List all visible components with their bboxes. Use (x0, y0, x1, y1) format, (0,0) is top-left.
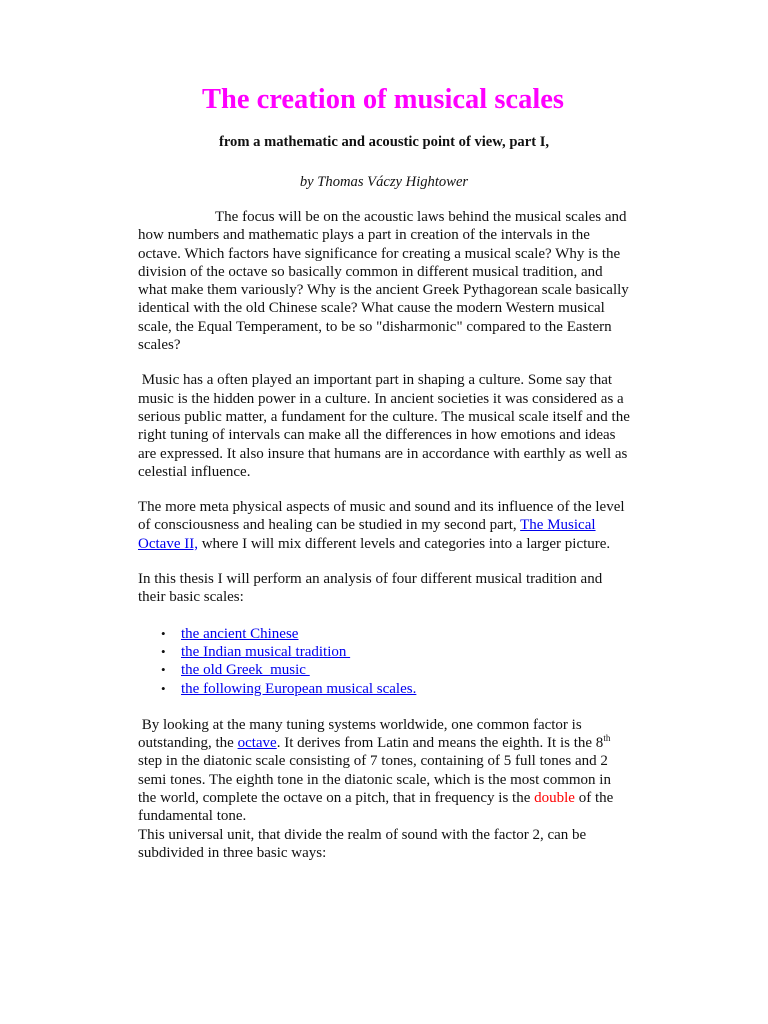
superscript-th: th (603, 733, 611, 744)
link-indian-tradition[interactable]: the Indian musical tradition (181, 643, 351, 660)
paragraph-meta-physical (138, 498, 630, 553)
list-item (138, 625, 630, 643)
paragraph-octave (138, 716, 630, 826)
paragraph-text: of the fundamental tone. (138, 790, 618, 825)
paragraph-thesis: In this thesis I will perform an analysis of four different musical tradition and their basic scales: (138, 571, 603, 606)
bullet-icon: • (161, 680, 166, 696)
link-octave[interactable]: octave (237, 735, 277, 752)
paragraph-universal-unit: This universal unit, that divide the realm of sound with the factor 2, can be subdivided in three basic ways: (138, 826, 587, 861)
document-page (138, 82, 634, 862)
list-item (138, 680, 630, 698)
subtitle: from a mathematic and acoustic point of view, part I, (218, 134, 550, 150)
paragraph-intro: The focus will be on the acoustic laws behind the musical scales and how numbers and mathematic plays a part in creation of the intervals in the octave. Which factors have significance for creating a musical scale? Why is the division of the octave so basically common in different musical tradition, and what make them variously? Why is the ancient Greek Pythagorean scale basically identical with the old Chinese scale? What cause the modern Western musical scale, the Equal Temperament, to be so "disharmonic" compared to the Eastern scales? (138, 209, 629, 354)
paragraph-text: By looking at the many tuning systems worldwide, one common factor is outstanding, the (138, 716, 586, 752)
bullet-icon: • (161, 625, 166, 641)
paragraph-text: step in the diatonic scale consisting of 7 tones, containing of 5 full tones and 2 semi tones. The eighth tone in the diatonic scale, which is the most common in the world, complete the octave on a pitch, that in frequency is the (138, 735, 615, 807)
tradition-list (138, 625, 630, 698)
link-ancient-chinese[interactable]: the ancient Chinese (181, 625, 299, 642)
bullet-icon: • (161, 662, 166, 678)
highlighted-word-double: double (534, 790, 575, 807)
paragraph-text: where I will mix different levels and categories into a larger picture. (197, 535, 611, 552)
list-item (138, 661, 630, 679)
list-item (138, 643, 630, 661)
paragraph-text: . It derives from Latin and means the eighth. It is the 8 (276, 735, 604, 752)
paragraph-music-culture: Music has a often played an important part in shaping a culture. Some say that music is the hidden power in a culture. In ancient societies it was considered as a serious public matter, a fundament for the culture. The musical scale itself and the right tuning of intervals can make all the differences in how emotions and ideas are expressed. It also insure that humans are in accordance with earthly as well as celestial influence. (138, 372, 634, 480)
link-musical-octave-ii[interactable]: The Musical Octave II, (138, 517, 596, 552)
paragraph-text: The more meta physical aspects of music and sound and its influence of the level of consciousness and healing can be studied in my second part, (138, 499, 625, 534)
link-old-greek-music[interactable]: the old Greek music (181, 662, 310, 679)
link-european-scales[interactable]: the following European musical scales. (181, 680, 417, 697)
bullet-icon: • (161, 643, 166, 659)
author-byline: by Thomas Váczy Hightower (299, 174, 469, 190)
page-title: The creation of musical scales (201, 84, 564, 115)
